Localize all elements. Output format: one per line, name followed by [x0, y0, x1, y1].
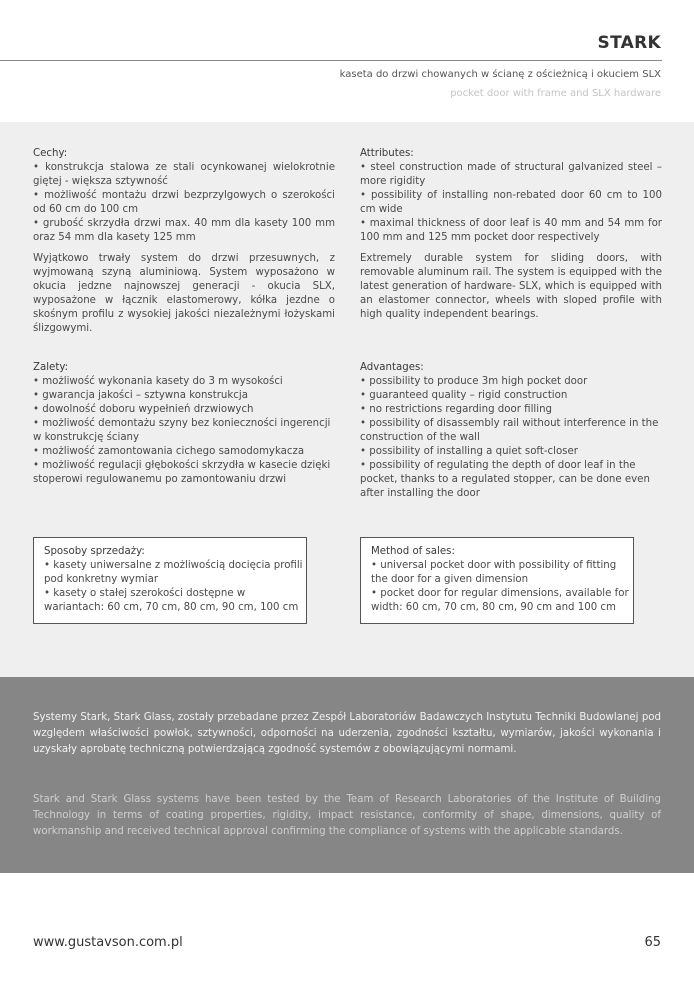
list-item: • possibility of installing a quiet soft-closer: [360, 446, 578, 457]
description-pl: Wyjątkowo trwały system do drzwi przesuwnych, z wyjmowaną szyną aluminiową. System wyposażono w okucia jedzne najnowszej generacji - okucia SLX, wyposażone w łącznik elastomerowy, kółka jezdne o skośnym profilu z wysokiej jakości niezależnymi łożyskami ślizgowymi.: [33, 253, 335, 334]
list-item: • steel construction made of structural galvanized steel – more rigidity: [360, 162, 662, 187]
advantages-pl: [33, 361, 335, 487]
list-item: • gwarancja jakości – sztywna konstrukcja: [33, 390, 248, 401]
list-item: • dowolność doboru wypełnień drzwiowych: [33, 404, 254, 415]
subtitle-english: pocket door with frame and SLX hardware: [450, 88, 661, 99]
list-item: • possibility of installing non-rebated door 60 cm to 100 cm wide: [360, 190, 662, 215]
sales-en-title: Method of sales:: [371, 546, 455, 557]
header-rule: [0, 60, 662, 61]
list-item: • grubość skrzydła drzwi max. 40 mm dla kasety 100 mm oraz 54 mm dla kasety 125 mm: [33, 218, 335, 243]
sales-pl-title: Sposoby sprzedaży:: [44, 546, 145, 557]
list-item: • kasety o stałej szerokości dostępne w wariantach: 60 cm, 70 cm, 80 cm, 90 cm, 100 cm: [44, 588, 299, 613]
list-item: • possibility to produce 3m high pocket door: [360, 376, 588, 387]
list-item: • możliwość wykonania kasety do 3 m wysokości: [33, 376, 283, 387]
advantages-en-title: Advantages:: [360, 362, 424, 373]
page-number: 65: [644, 935, 661, 950]
features-en-title: Attributes:: [360, 148, 414, 159]
sales-box-en: [360, 537, 634, 624]
list-item: • guaranteed quality – rigid construction: [360, 390, 568, 401]
features-en: [360, 147, 662, 245]
list-item: • możliwość zamontowania cichego samodomykacza: [33, 446, 305, 457]
list-item: • kasety uniwersalne z możliwością docięcia profili pod konkretny wymiar: [44, 560, 303, 585]
subtitle-polish: kaseta do drzwi chowanych w ścianę z ościeżnicą i okuciem SLX: [339, 69, 661, 80]
list-item: • możliwość demontażu szyny bez konieczności ingerencji w konstrukcję ściany: [33, 418, 331, 443]
list-item: • possibility of regulating the depth of door leaf in the pocket, thanks to a regulated stopper, can be done even after installing the door: [360, 460, 650, 499]
list-item: • możliwość montażu drzwi bezprzylgowych o szerokości od 60 cm do 100 cm: [33, 190, 335, 215]
certification-en: Stark and Stark Glass systems have been tested by the Team of Research Laboratories of the Institute of Building Technology in terms of coating properties, rigidity, impact resistance, conformity of shape, dimensions, quality of workmanship and received technical approval confirming the compliance of systems with the applicable standards.: [33, 794, 661, 837]
list-item: • no restrictions regarding door filling: [360, 404, 552, 415]
list-item: • pocket door for regular dimensions, available for width: 60 cm, 70 cm, 80 cm, 90 cm and 100 cm: [371, 588, 629, 613]
advantages-pl-title: Zalety:: [33, 362, 69, 373]
sales-box-pl: [33, 537, 307, 624]
website-link[interactable]: www.gustavson.com.pl: [33, 935, 183, 950]
advantages-en: [360, 361, 662, 501]
list-item: • możliwość regulacji głębokości skrzydła w kasecie dzięki stoperowi regulowanemu po zamontowaniu drzwi: [33, 460, 331, 485]
certification-band: [0, 677, 694, 873]
list-item: • maximal thickness of door leaf is 40 mm and 54 mm for 100 mm and 125 mm pocket door respectively: [360, 218, 662, 243]
certification-pl: Systemy Stark, Stark Glass, zostały przebadane przez Zespół Laboratoriów Badawczych Instytutu Techniki Budowlanej pod względem właściwości powłok, sztywności, odporności na uderzenia, zgodności kształtu, wymiarów, jakości wykonania i uzyskały aprobatę techniczną potwierdzającą zgodność systemów z obowiązującymi normami.: [33, 712, 661, 755]
description-en: Extremely durable system for sliding doors, with removable aluminum rail. The system is equipped with the latest generation of hardware- SLX, which is equipped with an elastomer connector, wheels with sloped profile with high quality independent bearings.: [360, 253, 662, 320]
features-pl-title: Cechy:: [33, 148, 68, 159]
list-item: • possibility of disassembly rail without interference in the construction of the wall: [360, 418, 659, 443]
list-item: • universal pocket door with possibility of fitting the door for a given dimension: [371, 560, 617, 585]
brand-title: STARK: [597, 33, 661, 53]
features-pl: [33, 147, 335, 245]
list-item: • konstrukcja stalowa ze stali ocynkowanej wielokrotnie giętej - większa sztywność: [33, 162, 335, 187]
